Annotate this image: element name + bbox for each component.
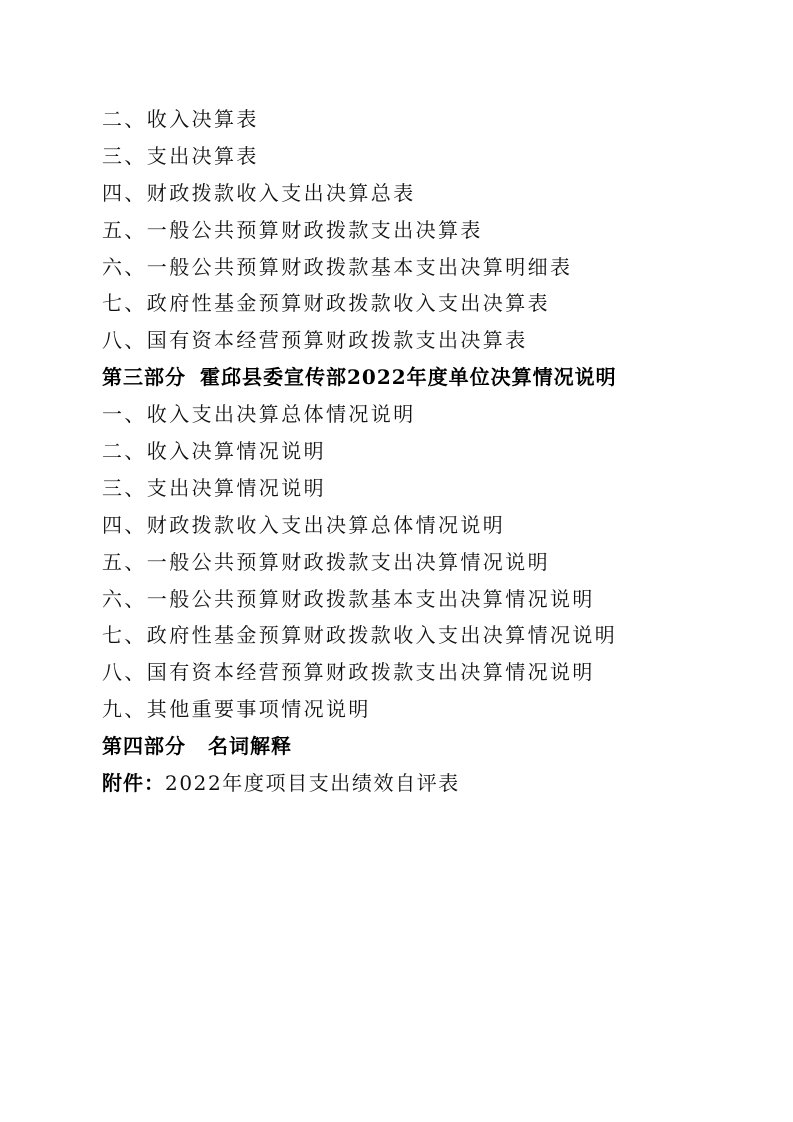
toc-item: 八、国有资本经营预算财政拨款支出决算表 bbox=[102, 328, 528, 353]
part-four-title: 名词解释 bbox=[208, 734, 292, 759]
toc-item: 六、一般公共预算财政拨款基本支出决算明细表 bbox=[102, 254, 573, 279]
toc-item: 三、支出决算表 bbox=[102, 143, 259, 168]
toc-item: 八、国有资本经营预算财政拨款支出决算情况说明 bbox=[102, 660, 595, 685]
toc-item: 七、政府性基金预算财政拨款收入支出决算表 bbox=[102, 291, 550, 316]
toc-item: 五、一般公共预算财政拨款支出决算情况说明 bbox=[102, 549, 550, 574]
toc-item: 五、一般公共预算财政拨款支出决算表 bbox=[102, 217, 483, 242]
part-three-heading bbox=[102, 359, 742, 396]
toc-item: 一、收入支出决算总体情况说明 bbox=[102, 402, 416, 427]
table-of-contents bbox=[102, 101, 742, 802]
part-three-title: 霍邱县委宣传部2022年度单位决算情况说明 bbox=[200, 365, 617, 390]
toc-item: 六、一般公共预算财政拨款基本支出决算情况说明 bbox=[102, 586, 595, 611]
attachment-text: 2022年度项目支出绩效自评表 bbox=[165, 771, 460, 796]
toc-item: 二、收入决算表 bbox=[102, 107, 259, 131]
part-four-heading bbox=[102, 728, 742, 765]
attachment-label: 附件： bbox=[102, 771, 165, 796]
part-three-label: 第三部分 bbox=[102, 365, 186, 390]
part-four-label: 第四部分 bbox=[102, 734, 186, 759]
toc-item: 四、财政拨款收入支出决算总表 bbox=[102, 180, 416, 205]
toc-item: 九、其他重要事项情况说明 bbox=[102, 697, 371, 722]
toc-item: 七、政府性基金预算财政拨款收入支出决算情况说明 bbox=[102, 623, 618, 648]
toc-item: 四、财政拨款收入支出决算总体情况说明 bbox=[102, 512, 506, 537]
toc-item: 二、收入决算情况说明 bbox=[102, 439, 326, 464]
toc-item: 三、支出决算情况说明 bbox=[102, 475, 326, 500]
attachment-line bbox=[102, 765, 742, 802]
